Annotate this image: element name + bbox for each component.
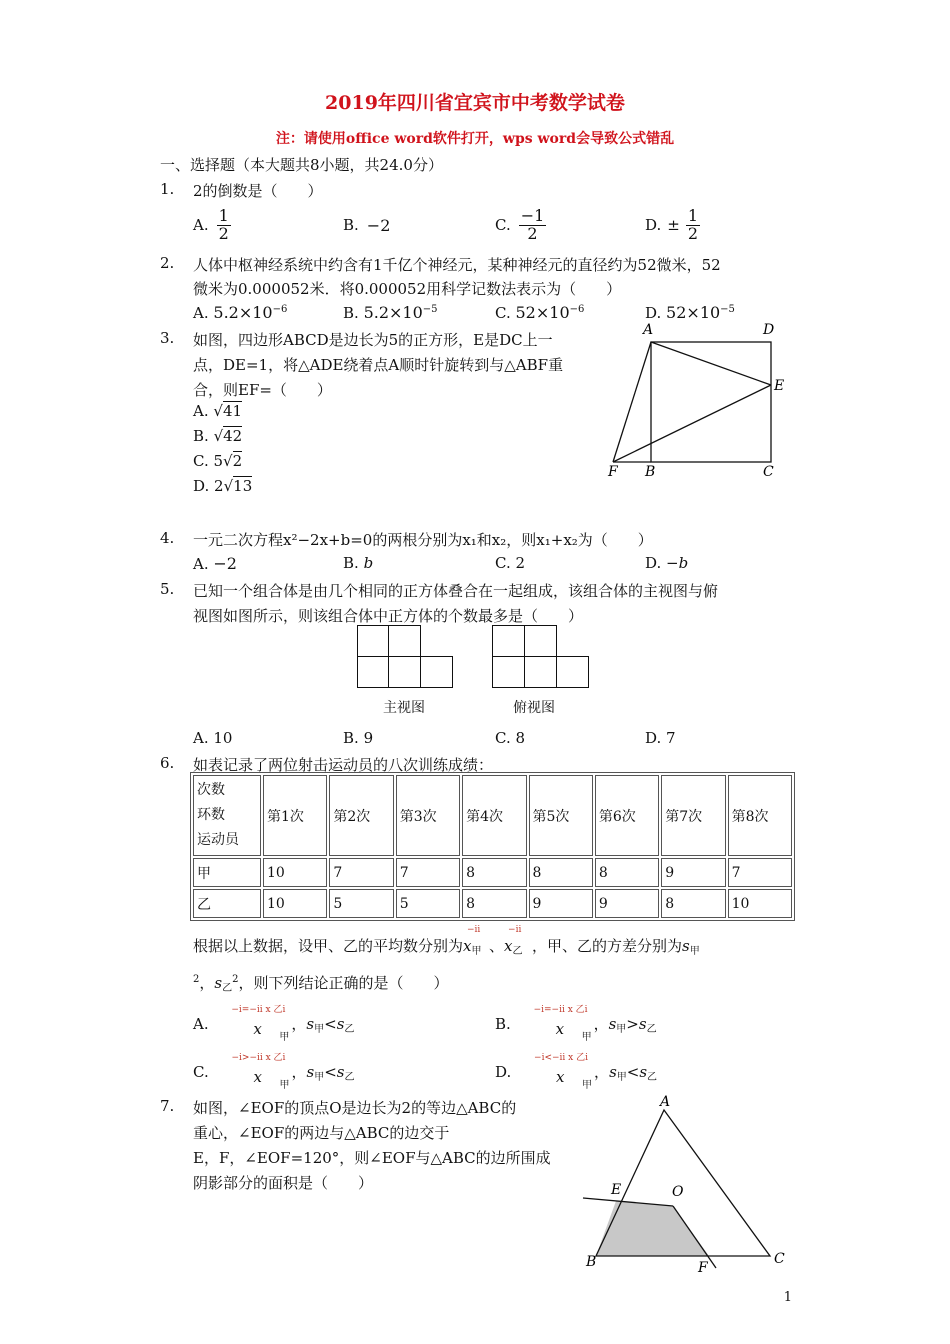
q4-option-b[interactable]: B. b bbox=[343, 554, 374, 572]
q3-label-e: E bbox=[774, 378, 785, 394]
column-header: 第2次 bbox=[329, 775, 393, 856]
q3-option-d[interactable]: D. 2√13 bbox=[193, 477, 253, 495]
q3-line1: 如图，四边形ABCD是边长为5的正方形，E是DC上一 bbox=[193, 331, 553, 349]
table-cell: 10 bbox=[263, 858, 327, 887]
q5-option-a[interactable]: A. 10 bbox=[193, 729, 233, 747]
usage-note: 注：请使用office word软件打开，wps word会导致公式错乱 bbox=[275, 131, 675, 147]
page-title: 2019年四川省宜宾市中考数学试卷 bbox=[325, 92, 625, 114]
table-cell: 7 bbox=[396, 858, 460, 887]
q3-number: 3. bbox=[160, 329, 175, 347]
q2-option-a[interactable]: A. $5.2\times 10^{-6}$ bbox=[193, 303, 288, 322]
q5-option-c[interactable]: C. 8 bbox=[495, 729, 526, 747]
q2-line2: 微米为0.000052米．将0.000052用科学记数法表示为（ ） bbox=[193, 280, 622, 298]
q3-option-c[interactable]: C. 5√2 bbox=[193, 452, 243, 470]
table-cell: 7 bbox=[329, 858, 393, 887]
q1-option-a[interactable]: A. $\frac{1}{2}$ bbox=[193, 205, 229, 243]
q1-stem: 2的倒数是（ ） bbox=[193, 182, 323, 200]
q1-option-c[interactable]: C. $\frac{-1}{2}$ bbox=[495, 205, 545, 243]
table-cell: 5 bbox=[329, 889, 393, 918]
table-cell: 5 bbox=[396, 889, 460, 918]
table-cell: 9 bbox=[595, 889, 659, 918]
q5-option-d[interactable]: D. 7 bbox=[645, 729, 676, 747]
table-cell: 9 bbox=[529, 889, 593, 918]
q7-line1: 如图，∠EOF的顶点O是边长为2的等边△ABC的 bbox=[193, 1099, 517, 1117]
q3-label-d: D bbox=[763, 322, 775, 338]
q7-number: 7. bbox=[160, 1097, 175, 1115]
q6-option-a[interactable]: A. −i=−ii x 乙i x 甲 ，$s_甲<s_乙$ bbox=[193, 1005, 355, 1043]
q4-option-a[interactable]: A. −2 bbox=[193, 554, 237, 573]
q3-label-a: A bbox=[643, 322, 654, 338]
row-name: 乙 bbox=[193, 889, 261, 918]
table-cell: 10 bbox=[263, 889, 327, 918]
table-cell: 8 bbox=[661, 889, 725, 918]
q4-stem: 一元二次方程x²−2x+b=0的两根分别为x₁和x₂，则x₁+x₂为（ ） bbox=[193, 531, 653, 549]
q3-option-b[interactable]: B. √42 bbox=[193, 427, 243, 445]
table-cell: 8 bbox=[462, 889, 526, 918]
q5-option-b[interactable]: B. 9 bbox=[343, 729, 374, 747]
q4-option-d[interactable]: D. −b bbox=[645, 554, 689, 572]
column-header: 第6次 bbox=[595, 775, 659, 856]
table-cell: 7 bbox=[728, 858, 792, 887]
q7-line2: 重心，∠EOF的两边与△ABC的边交于 bbox=[193, 1124, 450, 1142]
q6-stem: 如表记录了两位射击运动员的八次训练成绩： bbox=[193, 756, 494, 774]
q7-line3: E，F，∠EOF=120°，则∠EOF与△ABC的边所围成 bbox=[193, 1149, 551, 1167]
q4-option-c[interactable]: C. 2 bbox=[495, 554, 526, 572]
q5-number: 5. bbox=[160, 580, 175, 598]
q3-line2: 点，DE=1，将△ADE绕着点A顺时针旋转到与△ABF重 bbox=[193, 356, 564, 374]
q3-label-b: B bbox=[645, 464, 656, 480]
table-cell: 8 bbox=[462, 858, 526, 887]
header-corner: 次数 环数 运动员 bbox=[193, 775, 261, 856]
q7-label-b: B bbox=[586, 1254, 597, 1270]
q7-label-a: A bbox=[660, 1094, 671, 1110]
table-cell: 8 bbox=[595, 858, 659, 887]
q6-option-d[interactable]: D. −i<−ii x 乙i x 甲 ，$s_甲<s_乙$ bbox=[495, 1053, 658, 1091]
q7-line4: 阴影部分的面积是（ ） bbox=[193, 1174, 374, 1192]
q2-option-d[interactable]: D. $52\times 10^{-5}$ bbox=[645, 303, 735, 322]
column-header: 第8次 bbox=[728, 775, 792, 856]
q7-label-c: C bbox=[774, 1251, 785, 1267]
q1-option-d[interactable]: D. ± $\frac{1}{2}$ bbox=[645, 205, 699, 243]
q3-option-a[interactable]: A. √41 bbox=[193, 402, 243, 420]
q5-line2: 视图如图所示，则该组合体中正方体的个数最多是（ ） bbox=[193, 607, 584, 625]
q2-line1: 人体中枢神经系统中约含有1千亿个神经元，某种神经元的直径约为52微米，52 bbox=[193, 256, 721, 274]
q3-line3: 合，则EF=（ ） bbox=[193, 381, 332, 399]
column-header: 第5次 bbox=[529, 775, 593, 856]
q5-line1: 已知一个组合体是由几个相同的正方体叠合在一起组成，该组合体的主视图与俯 bbox=[193, 582, 719, 600]
column-header: 第1次 bbox=[263, 775, 327, 856]
table-cell: 9 bbox=[661, 858, 725, 887]
q1-option-b[interactable]: B. −2 bbox=[343, 215, 391, 235]
q3-label-f: F bbox=[608, 464, 618, 480]
q6-option-b[interactable]: B. −i=−ii x 乙i x 甲 ，$s_甲>s_乙$ bbox=[495, 1005, 657, 1043]
q7-label-e: E bbox=[611, 1182, 622, 1198]
q3-label-c: C bbox=[763, 464, 774, 480]
page-number: 1 bbox=[783, 1290, 792, 1305]
q6-number: 6. bbox=[160, 754, 175, 772]
q7-label-o: O bbox=[672, 1184, 684, 1200]
q7-label-f: F bbox=[698, 1260, 708, 1276]
q2-option-b[interactable]: B. $5.2\times 10^{-5}$ bbox=[343, 303, 438, 322]
column-header: 第4次 bbox=[462, 775, 526, 856]
q1-number: 1. bbox=[160, 180, 175, 198]
q6-after-line1: 根据以上数据，设甲、乙的平均数分别为 −ii $x_甲$ 、 −ii $x_乙$ ，甲、乙的方差分别为$s_甲$ bbox=[193, 925, 700, 957]
q4-number: 4. bbox=[160, 529, 175, 547]
q5-top-view-label: 俯视图 bbox=[513, 700, 555, 716]
q6-option-c[interactable]: C. −i>−ii x 乙i x 甲 ，$s_甲<s_乙$ bbox=[193, 1053, 355, 1091]
row-name: 甲 bbox=[193, 858, 261, 887]
q2-option-c[interactable]: C. $52\times 10^{-6}$ bbox=[495, 303, 585, 322]
q5-main-view-label: 主视图 bbox=[383, 700, 425, 716]
column-header: 第3次 bbox=[396, 775, 460, 856]
table-cell: 10 bbox=[728, 889, 792, 918]
section-heading: 一、选择题（本大题共8小题，共24.0分） bbox=[160, 156, 443, 174]
column-header: 第7次 bbox=[661, 775, 725, 856]
q2-number: 2. bbox=[160, 254, 175, 272]
table-cell: 8 bbox=[529, 858, 593, 887]
q6-after-line2: $^2$，$s_乙^2$，则下列结论正确的是（ ） bbox=[193, 974, 449, 994]
